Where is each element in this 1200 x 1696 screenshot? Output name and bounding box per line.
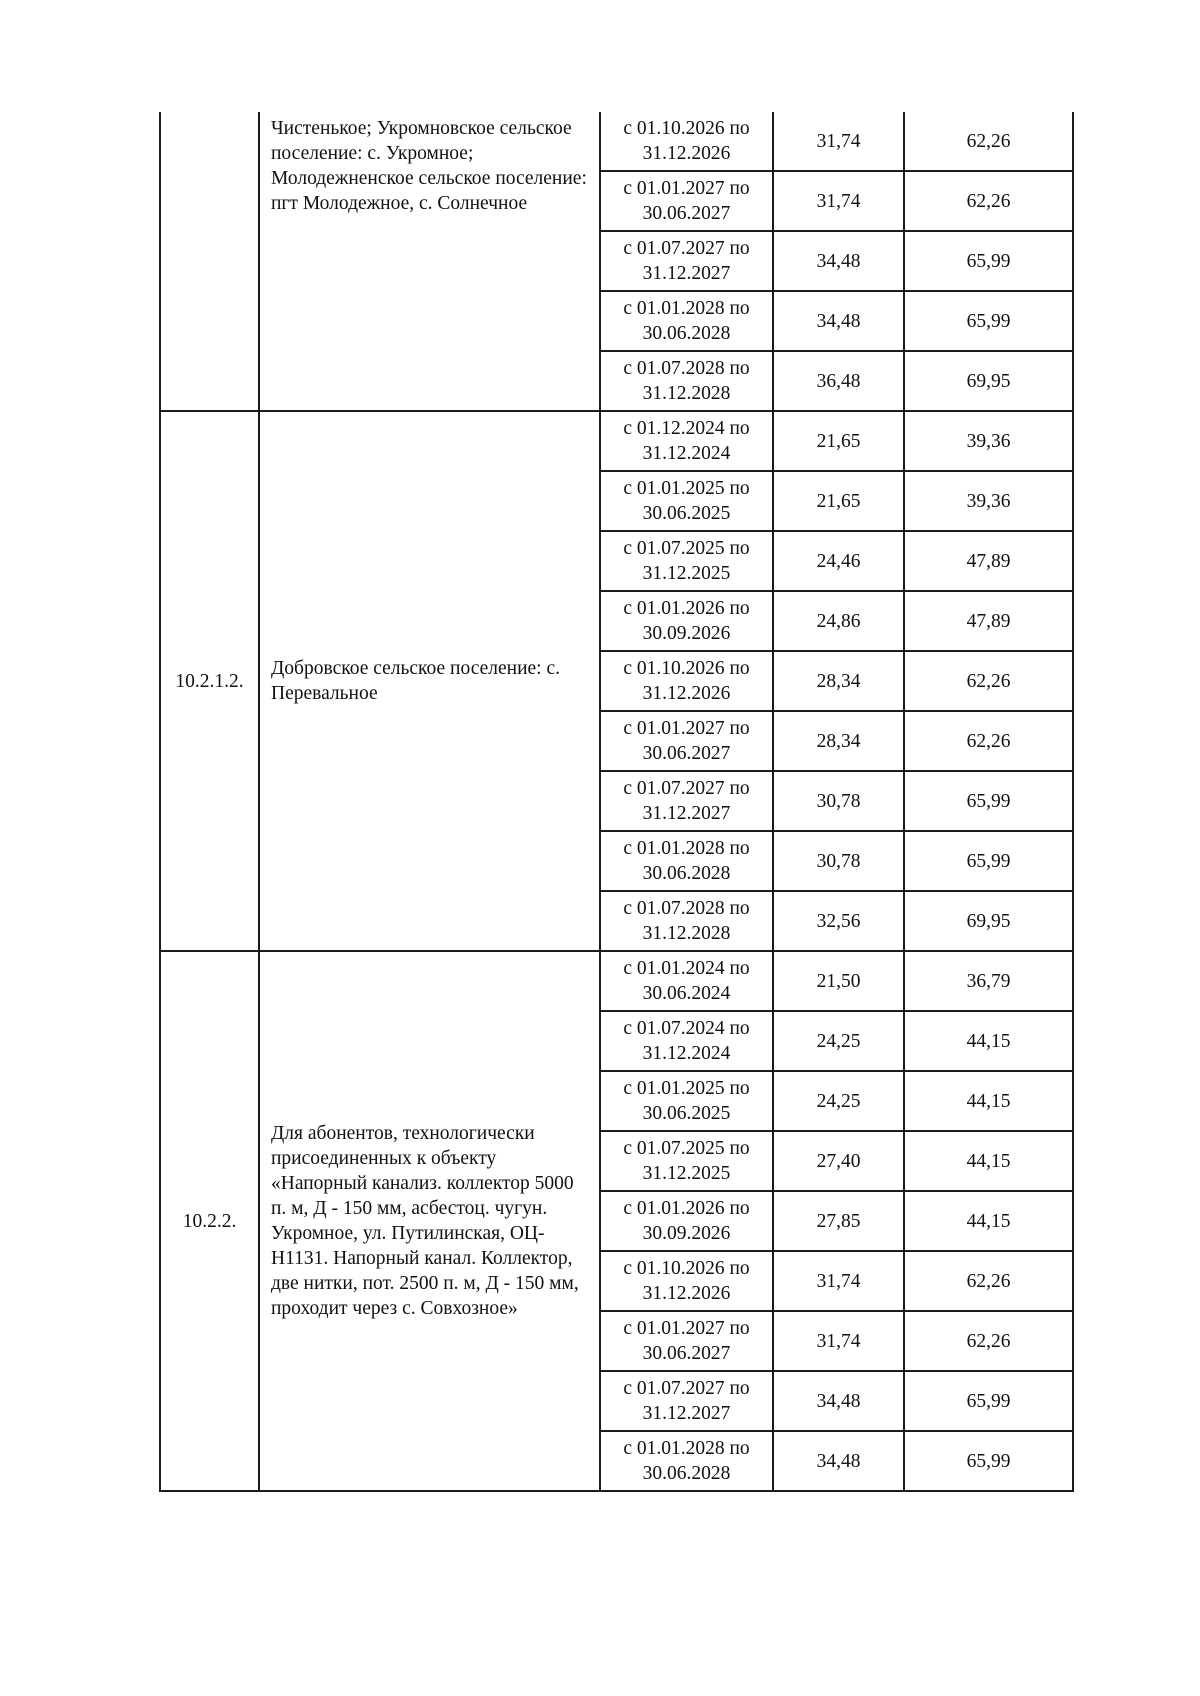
tariff-value-1: 36,48: [773, 351, 904, 411]
tariff-value-2: 65,99: [904, 771, 1073, 831]
tariff-value-1: 24,46: [773, 531, 904, 591]
period-cell: [600, 291, 773, 351]
tariff-value-2: 69,95: [904, 891, 1073, 951]
tariff-value-1: 28,34: [773, 711, 904, 771]
tariff-value-1: 31,74: [773, 171, 904, 231]
period-start: с 01.01.2028 по: [623, 298, 750, 319]
period-cell: [600, 1071, 773, 1131]
item-number: 10.2.1.2.: [160, 411, 259, 951]
period-end: 31.12.2028: [642, 383, 731, 404]
period-end: 31.12.2026: [642, 683, 731, 704]
tariff-value-1: 34,48: [773, 1431, 904, 1491]
period-cell: [600, 1011, 773, 1071]
period-cell: [600, 1431, 773, 1491]
period-start: с 01.12.2024 по: [623, 418, 750, 439]
period-start: с 01.01.2024 по: [623, 958, 750, 979]
tariff-value-1: 27,85: [773, 1191, 904, 1251]
period-cell: [600, 1371, 773, 1431]
table-row: [160, 951, 1073, 1011]
tariff-value-1: 31,74: [773, 1251, 904, 1311]
period-end: 30.06.2025: [642, 503, 731, 524]
tariff-value-1: 27,40: [773, 1131, 904, 1191]
settlement-description: Для абонентов, технологически присоединенных к объекту «Напорный канализ. коллектор 5000 п. м, Д - 150 мм, асбестоц. чугун. Укромное, ул. Путилинская, ОЦ-Н1131. Напорный канал. Коллектор, две нитки, пот. 2500 п. м, Д - 150 мм, проходит через с. Совхозное»: [259, 951, 600, 1491]
period-end: 31.12.2027: [642, 1403, 731, 1424]
period-start: с 01.01.2028 по: [623, 838, 750, 859]
period-cell: [600, 171, 773, 231]
period-start: с 01.07.2027 по: [623, 1378, 750, 1399]
tariff-value-2: 65,99: [904, 231, 1073, 291]
settlement-description: Добровское сельское поселение: с. Перевальное: [259, 411, 600, 951]
period-start: с 01.07.2027 по: [623, 238, 750, 259]
period-cell: [600, 711, 773, 771]
period-end: 30.06.2027: [642, 203, 731, 224]
period-cell: [600, 591, 773, 651]
tariff-value-1: 21,50: [773, 951, 904, 1011]
item-number: 10.2.2.: [160, 951, 259, 1491]
period-end: 30.06.2027: [642, 743, 731, 764]
tariff-value-1: 34,48: [773, 1371, 904, 1431]
period-start: с 01.07.2027 по: [623, 778, 750, 799]
period-cell: [600, 1311, 773, 1371]
period-cell: [600, 112, 773, 171]
tariff-value-2: 65,99: [904, 1431, 1073, 1491]
tariff-value-2: 47,89: [904, 591, 1073, 651]
tariff-value-2: 62,26: [904, 112, 1073, 171]
tariff-value-1: 28,34: [773, 651, 904, 711]
period-start: с 01.01.2027 по: [623, 1318, 750, 1339]
tariff-value-2: 44,15: [904, 1191, 1073, 1251]
tariff-value-1: 34,48: [773, 291, 904, 351]
period-cell: [600, 471, 773, 531]
period-end: 31.12.2026: [642, 1283, 731, 1304]
period-start: с 01.10.2026 по: [623, 658, 750, 679]
tariff-value-1: 21,65: [773, 411, 904, 471]
period-end: 31.12.2024: [642, 1043, 731, 1064]
period-end: 31.12.2024: [642, 443, 731, 464]
tariff-value-2: 62,26: [904, 1251, 1073, 1311]
tariff-value-2: 62,26: [904, 1311, 1073, 1371]
tariff-table: [159, 112, 1074, 1492]
period-start: с 01.01.2027 по: [623, 718, 750, 739]
tariff-value-1: 31,74: [773, 112, 904, 171]
period-start: с 01.07.2025 по: [623, 1138, 750, 1159]
tariff-value-1: 34,48: [773, 231, 904, 291]
period-cell: [600, 951, 773, 1011]
tariff-value-2: 44,15: [904, 1071, 1073, 1131]
tariff-value-2: 65,99: [904, 831, 1073, 891]
period-cell: [600, 351, 773, 411]
period-end: 30.09.2026: [642, 1223, 731, 1244]
tariff-value-1: 30,78: [773, 831, 904, 891]
period-end: 30.06.2028: [642, 863, 731, 884]
tariff-value-2: 62,26: [904, 171, 1073, 231]
table-row: [160, 411, 1073, 471]
period-start: с 01.01.2025 по: [623, 478, 750, 499]
tariff-value-1: 32,56: [773, 891, 904, 951]
settlement-description: Чистенькое; Укромновское сельское поселение: с. Укромное; Молодежненское сельское поселение: пгт Молодежное, с. Солнечное: [259, 112, 600, 411]
period-end: 30.06.2024: [642, 983, 731, 1004]
tariff-value-2: 47,89: [904, 531, 1073, 591]
period-cell: [600, 531, 773, 591]
tariff-value-2: 69,95: [904, 351, 1073, 411]
period-cell: [600, 1191, 773, 1251]
period-end: 30.06.2027: [642, 1343, 731, 1364]
table-row: [160, 112, 1073, 171]
period-start: с 01.10.2026 по: [623, 118, 750, 139]
period-start: с 01.01.2026 по: [623, 1198, 750, 1219]
period-cell: [600, 231, 773, 291]
period-cell: [600, 651, 773, 711]
tariff-value-2: 62,26: [904, 651, 1073, 711]
period-end: 30.06.2028: [642, 1463, 731, 1484]
tariff-value-1: 30,78: [773, 771, 904, 831]
item-number: [160, 112, 259, 411]
period-end: 30.06.2028: [642, 323, 731, 344]
tariff-value-2: 65,99: [904, 291, 1073, 351]
period-start: с 01.07.2025 по: [623, 538, 750, 559]
tariff-value-2: 62,26: [904, 711, 1073, 771]
period-start: с 01.07.2024 по: [623, 1018, 750, 1039]
period-cell: [600, 831, 773, 891]
period-cell: [600, 771, 773, 831]
period-end: 31.12.2026: [642, 143, 731, 164]
period-end: 31.12.2028: [642, 923, 731, 944]
period-cell: [600, 1251, 773, 1311]
period-start: с 01.01.2025 по: [623, 1078, 750, 1099]
period-start: с 01.01.2028 по: [623, 1438, 750, 1459]
period-start: с 01.07.2028 по: [623, 898, 750, 919]
tariff-value-1: 31,74: [773, 1311, 904, 1371]
tariff-value-2: 39,36: [904, 411, 1073, 471]
period-end: 31.12.2025: [642, 563, 731, 584]
tariff-value-2: 44,15: [904, 1011, 1073, 1071]
period-end: 30.06.2025: [642, 1103, 731, 1124]
period-end: 30.09.2026: [642, 623, 731, 644]
period-end: 31.12.2025: [642, 1163, 731, 1184]
period-cell: [600, 891, 773, 951]
period-cell: [600, 1131, 773, 1191]
tariff-value-2: 65,99: [904, 1371, 1073, 1431]
tariff-value-2: 36,79: [904, 951, 1073, 1011]
period-start: с 01.01.2027 по: [623, 178, 750, 199]
tariff-value-1: 24,86: [773, 591, 904, 651]
tariff-value-1: 24,25: [773, 1071, 904, 1131]
period-start: с 01.10.2026 по: [623, 1258, 750, 1279]
tariff-value-1: 21,65: [773, 471, 904, 531]
period-end: 31.12.2027: [642, 263, 731, 284]
tariff-value-2: 39,36: [904, 471, 1073, 531]
period-start: с 01.01.2026 по: [623, 598, 750, 619]
period-cell: [600, 411, 773, 471]
tariff-value-1: 24,25: [773, 1011, 904, 1071]
tariff-table-body: [160, 112, 1073, 1491]
tariff-value-2: 44,15: [904, 1131, 1073, 1191]
period-end: 31.12.2027: [642, 803, 731, 824]
period-start: с 01.07.2028 по: [623, 358, 750, 379]
